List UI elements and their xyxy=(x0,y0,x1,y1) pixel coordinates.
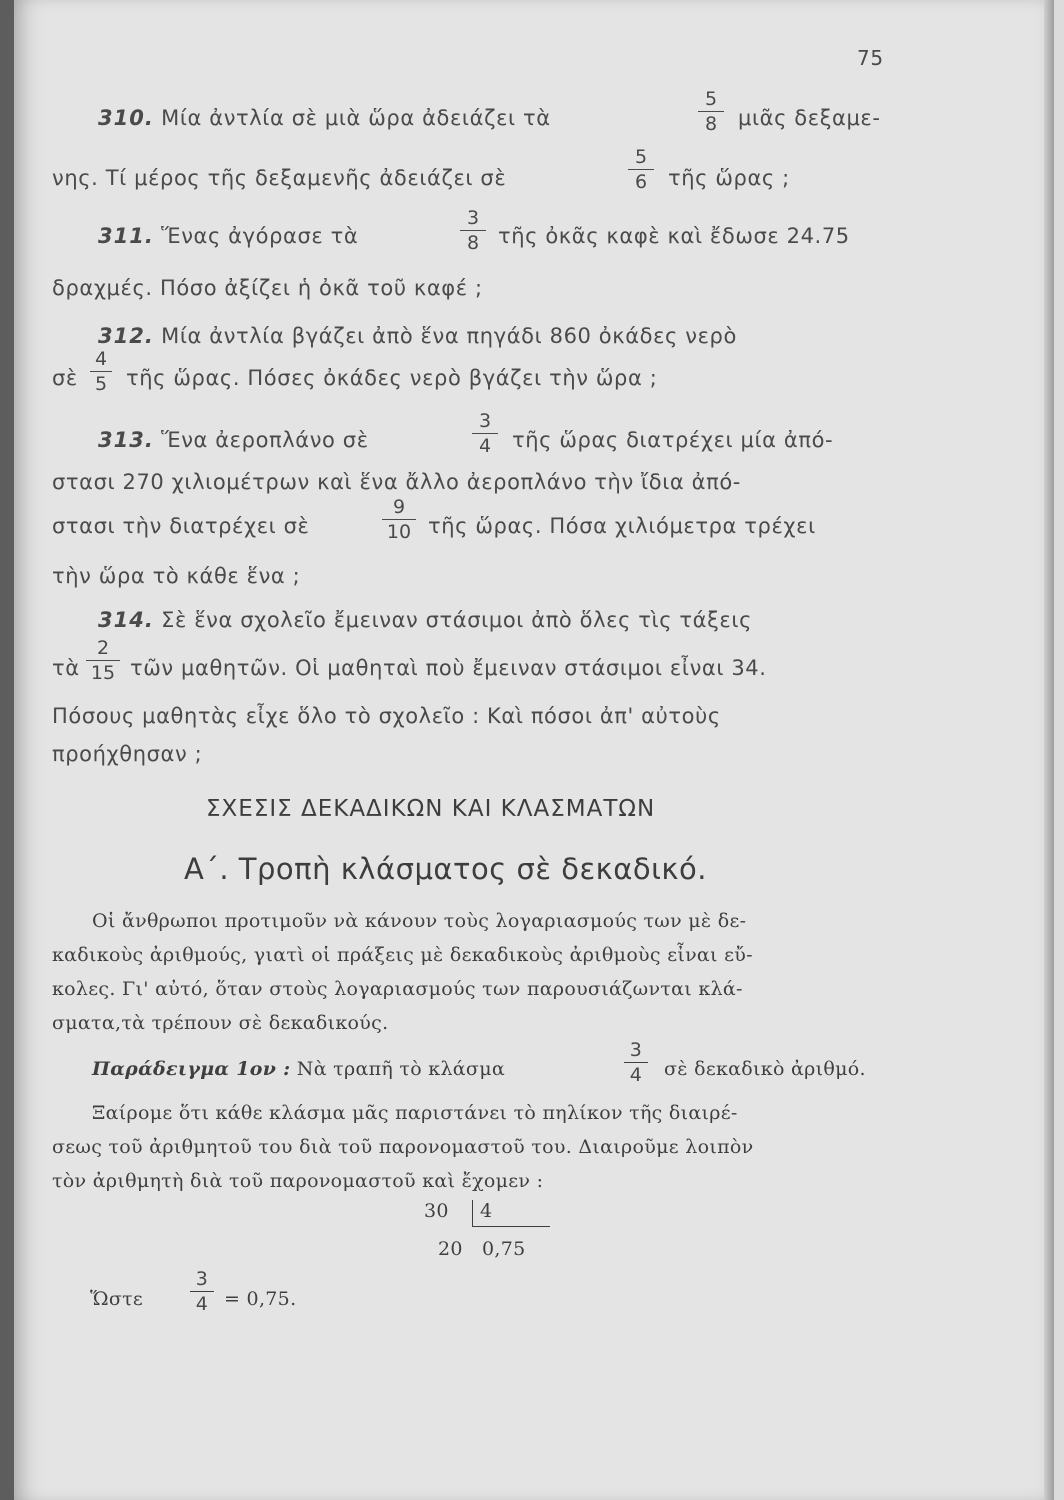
text: στασι 270 χιλιομέτρων καὶ ἕνα ἄλλο ἀεροπλάνο τὴν ἴδια ἀπό- xyxy=(52,470,741,494)
text: νης. Τί μέρος τῆς δεξαμενῆς ἀδειάζει σὲ xyxy=(52,166,507,190)
book-spine-shadow xyxy=(0,0,14,1500)
text: σὲ δεκαδικὸ ἀριθμό. xyxy=(664,1058,866,1080)
paragraph-line: τὸν ἀριθμητὴ διὰ τοῦ παρονομαστοῦ καὶ ἔχομεν : xyxy=(52,1170,544,1192)
problem-number: 314. xyxy=(98,608,154,632)
text: τῆς ὥρας. Πόσες ὀκάδες νερὸ βγάζει τὴν ὥρα ; xyxy=(126,366,658,390)
paragraph-line: καδικοὺς ἀριθμούς, γιατὶ οἱ πράξεις μὲ δεκαδικοὺς ἀριθμοὺς εἶναι εὔ- xyxy=(52,944,753,966)
division-bar-horizontal xyxy=(472,1226,550,1227)
text: τὰ xyxy=(52,656,80,680)
numerator: 3 xyxy=(195,1268,209,1290)
fraction xyxy=(86,637,120,684)
text: Σὲ ἕνα σχολεῖο ἔμειναν στάσιμοι ἀπὸ ὅλες τὶς τάξεις xyxy=(161,608,753,632)
problem-number: 313. xyxy=(98,428,154,452)
text: τῆς ὀκᾶς καφὲ καὶ ἔδωσε 24.75 xyxy=(498,224,850,248)
paragraph-line: σεως τοῦ ἀριθμητοῦ του διὰ τοῦ παρονομαστοῦ του. Διαιροῦμε λοιπὸν xyxy=(52,1136,754,1158)
text: σὲ xyxy=(52,366,78,390)
result-value: = 0,75. xyxy=(224,1288,297,1310)
problem-number: 311. xyxy=(98,224,154,248)
text: Μία ἀντλία βγάζει ἀπὸ ἕνα πηγάδι 860 ὀκάδες νερὸ xyxy=(161,324,737,348)
result-prefix: Ὥστε xyxy=(90,1288,144,1310)
fraction xyxy=(472,410,498,457)
denominator: 15 xyxy=(90,662,116,684)
numerator: 2 xyxy=(96,637,110,659)
fraction xyxy=(624,1039,648,1086)
division-bar-vertical xyxy=(472,1200,473,1226)
denominator: 8 xyxy=(704,113,718,135)
denominator: 10 xyxy=(386,521,412,543)
numerator: 5 xyxy=(704,88,718,110)
text: τῆς ὥρας. Πόσα χιλιόμετρα τρέχει xyxy=(428,514,816,538)
fraction xyxy=(698,88,724,135)
text: τῆς ὥρας διατρέχει μία ἀπό- xyxy=(512,428,834,452)
book-page xyxy=(14,0,1054,1500)
fraction xyxy=(628,146,654,193)
dividend: 30 xyxy=(424,1200,449,1222)
denominator: 5 xyxy=(94,373,108,395)
text: Μία ἀντλία σὲ μιὰ ὥρα ἀδειάζει τὰ xyxy=(161,106,551,130)
problem-311-line-1 xyxy=(98,224,358,248)
denominator: 4 xyxy=(478,435,492,457)
numerator: 3 xyxy=(478,410,492,432)
denominator: 4 xyxy=(195,1293,209,1315)
denominator: 4 xyxy=(629,1064,643,1086)
numerator: 9 xyxy=(392,496,406,518)
quotient: 0,75 xyxy=(482,1238,526,1260)
text: μιᾶς δεξαμε- xyxy=(738,106,881,130)
text: Ἕνα ἀεροπλάνο σὲ xyxy=(161,428,369,452)
section-title: ΣΧΕΣΙΣ ΔΕΚΑΔΙΚΩΝ ΚΑΙ ΚΛΑΣΜΑΤΩΝ xyxy=(206,796,656,822)
problem-312-line-1 xyxy=(98,324,737,348)
remainder: 20 xyxy=(438,1238,463,1260)
fraction xyxy=(460,207,486,254)
divisor: 4 xyxy=(480,1200,493,1222)
fraction xyxy=(190,1268,214,1315)
text: Ἕνας ἀγόρασε τὰ xyxy=(161,224,359,248)
example-line-1 xyxy=(92,1058,505,1080)
text: Πόσους μαθητὰς εἶχε ὅλο τὸ σχολεῖο : Καὶ πόσοι ἀπ' αὐτοὺς xyxy=(52,704,721,728)
paragraph-line: σματα,τὰ τρέπουν σὲ δεκαδικούς. xyxy=(52,1012,389,1034)
problem-314-line-1 xyxy=(98,608,752,632)
paragraph-line: Οἱ ἄνθρωποι προτιμοῦν νὰ κάνουν τοὺς λογαριασμούς των μὲ δε- xyxy=(92,910,747,932)
page-edge xyxy=(1044,0,1054,1500)
numerator: 4 xyxy=(94,348,108,370)
problem-310-line-1 xyxy=(98,106,551,130)
numerator: 5 xyxy=(634,146,648,168)
text: Νὰ τραπῆ τὸ κλάσμα xyxy=(296,1058,505,1080)
denominator: 8 xyxy=(466,232,480,254)
problem-number: 312. xyxy=(98,324,154,348)
subsection-title: Α΄. Τροπὴ κλάσματος σὲ δεκαδικό. xyxy=(184,852,707,886)
numerator: 3 xyxy=(466,207,480,229)
paragraph-line: Ξαίρομε ὅτι κάθε κλάσμα μᾶς παριστάνει τὸ πηλίκον τῆς διαιρέ- xyxy=(92,1102,738,1124)
example-label: Παράδειγμα 1ον : xyxy=(92,1058,291,1080)
fraction xyxy=(382,496,416,543)
denominator: 6 xyxy=(634,171,648,193)
page-number: 75 xyxy=(857,46,884,70)
fraction xyxy=(90,348,112,395)
problem-number: 310. xyxy=(98,106,154,130)
paragraph-line: κολες. Γι' αὐτό, ὅταν στοὺς λογαριασμούς των παρουσιάζωνται κλά- xyxy=(52,978,743,1000)
numerator: 3 xyxy=(629,1039,643,1061)
text: τὴν ὥρα τὸ κάθε ἕνα ; xyxy=(52,564,301,588)
text: δραχμές. Πόσο ἀξίζει ἡ ὀκᾶ τοῦ καφέ ; xyxy=(52,276,483,300)
text: τῆς ὥρας ; xyxy=(668,166,790,190)
text: προήχθησαν ; xyxy=(52,742,203,766)
text: στασι τὴν διατρέχει σὲ xyxy=(52,514,310,538)
problem-313-line-1 xyxy=(98,428,369,452)
text: τῶν μαθητῶν. Οἱ μαθηταὶ ποὺ ἔμειναν στάσιμοι εἶναι 34. xyxy=(130,656,767,680)
